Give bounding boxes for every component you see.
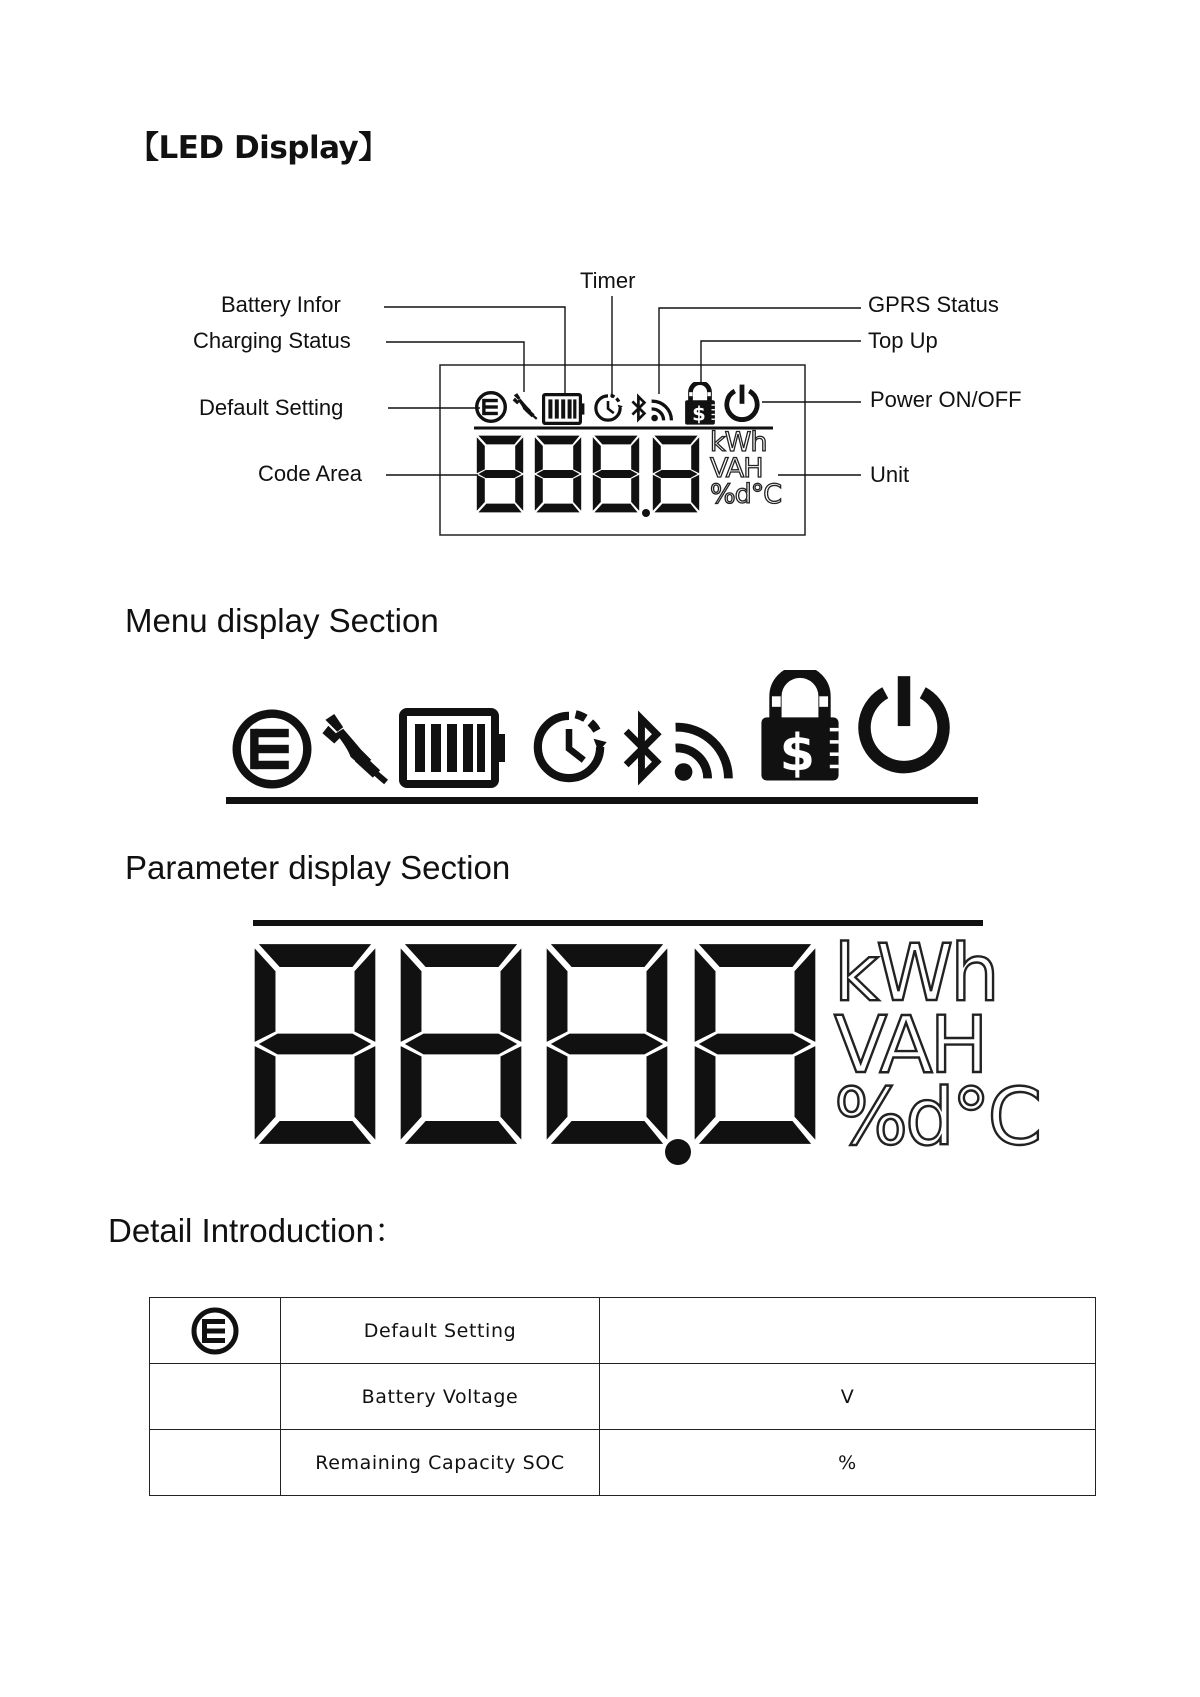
timer-icon [528, 706, 610, 788]
timer-label: Timer [580, 268, 636, 293]
charging-status-label: Charging Status [193, 328, 351, 353]
unit-label: Unit [870, 462, 910, 487]
table-cell-unit [600, 1298, 1096, 1364]
charging-plug-icon [318, 706, 392, 790]
default-setting-label: Default Setting [199, 395, 344, 420]
table-cell-item: Default Setting [281, 1298, 600, 1364]
top-up-label: Top Up [868, 328, 938, 353]
unit-kwh: kWh [710, 427, 767, 458]
top-up-lock-icon [756, 670, 844, 784]
menu-section-heading: Menu display Section [125, 602, 439, 639]
detail-section-heading: Detail Introduction： [108, 1212, 407, 1249]
parameter-digits [252, 940, 832, 1170]
battery-icon [541, 393, 587, 425]
lcd-units [710, 427, 786, 510]
charging-plug-icon [511, 390, 539, 422]
table-cell-item: Battery Voltage [281, 1364, 600, 1430]
gprs-signal-icon [648, 394, 678, 424]
table-row [150, 1364, 1096, 1430]
unit-percent-degc: %d°C [834, 1073, 1040, 1163]
power-icon [722, 383, 762, 423]
unit-vah: VAH [834, 1001, 986, 1091]
power-onoff-label: Power ON/OFF [870, 387, 1022, 412]
default-setting-icon [190, 1306, 240, 1356]
parameter-divider [253, 920, 983, 926]
table-cell-unit: % [600, 1430, 1096, 1496]
bluetooth-icon [630, 392, 648, 424]
table-row [150, 1298, 1096, 1364]
unit-kwh: kWh [834, 929, 997, 1019]
bluetooth-icon [620, 707, 666, 789]
table-cell-item: Remaining Capacity SOC [281, 1430, 600, 1496]
lcd-code-area [474, 434, 704, 518]
code-area-label: Code Area [258, 461, 362, 486]
unit-vah: VAH [710, 453, 763, 484]
battery-icon [398, 708, 510, 788]
battery-infor-label: Battery Infor [221, 292, 341, 317]
timer-icon [592, 392, 624, 424]
detail-table [149, 1297, 1096, 1496]
menu-divider [226, 797, 978, 804]
unit-percent-degc: %d°C [710, 479, 782, 510]
table-cell-unit: V [600, 1364, 1096, 1430]
default-setting-icon [474, 390, 508, 424]
table-cell-icon [150, 1364, 281, 1430]
table-cell-icon [150, 1430, 281, 1496]
top-up-lock-icon [682, 382, 718, 426]
table-cell-icon [150, 1298, 281, 1364]
page-title: 【LED Display】 [128, 130, 389, 166]
power-icon [852, 672, 956, 776]
parameter-section-heading: Parameter display Section [125, 849, 511, 886]
table-row [150, 1430, 1096, 1496]
default-setting-icon [230, 707, 314, 791]
gprs-status-label: GPRS Status [868, 292, 999, 317]
parameter-units [834, 929, 1040, 1163]
gprs-signal-icon [666, 708, 746, 788]
